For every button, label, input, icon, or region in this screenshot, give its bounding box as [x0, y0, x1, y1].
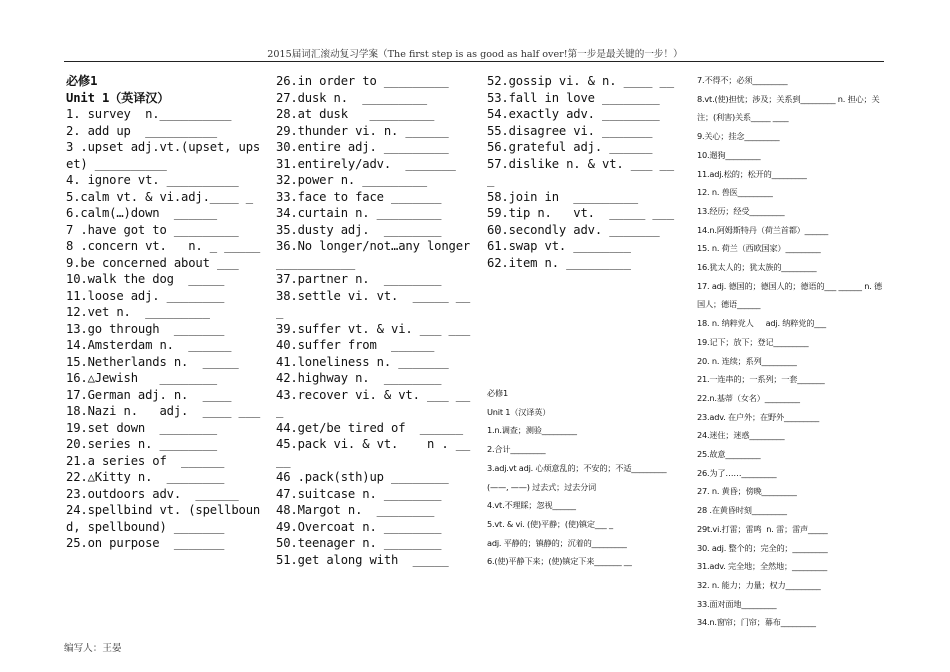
vocab-line: 17. adj. 德国的；德国人的；德语的___ ______ n. 德国人；德语______	[697, 280, 882, 310]
vocab-line: 16.△Jewish ________	[66, 371, 217, 385]
vocab-line: adj. 平静的；镇静的；沉着的_________	[487, 537, 627, 548]
vocab-line: 51.get along with _____	[276, 552, 449, 567]
vocab-line: 42.highway n. ________	[276, 371, 442, 385]
vocab-line: 10.遛狗_________	[697, 149, 761, 160]
vocab-line: 2. add up __________	[66, 123, 217, 138]
vocab-line: Unit 1（汉译英）	[487, 406, 551, 417]
vocab-line: 59.tip n. vt. _____ ___	[487, 206, 674, 220]
vocab-line: 35.dusty adj. ________	[276, 222, 442, 237]
vocab-line: 必修1	[487, 388, 508, 398]
vocab-line: 26.为了……_________	[697, 467, 777, 478]
vocab-line: 29t.vi.打雷；雷鸣 n. 雷；雷声_____	[697, 523, 828, 534]
vocab-line: 60.secondly adv. _______	[487, 222, 660, 237]
vocab-line: 8 .concern vt. n. _ _____	[66, 239, 261, 253]
vocab-line: 58.join in _________	[487, 189, 638, 204]
vocab-line: 57.dislike n. & vt. ___ ___	[487, 156, 674, 187]
vocab-line: 47.suitcase n. ________	[276, 486, 442, 501]
vocab-line: 9.关心；挂念_________	[697, 131, 780, 142]
vocab-line: 33.face to face _______	[276, 189, 442, 204]
vocab-line: 6.(使)平静下来；(使)镇定下来_______ __	[487, 556, 632, 567]
vocab-line: 44.get/be tired of ______	[276, 420, 463, 435]
vocab-line: 7.不得不；必须_________	[697, 75, 788, 85]
vocab-line: 23.outdoors adv. ______	[66, 486, 239, 501]
vocab-line: 4.vt.不理睬；忽视______	[487, 500, 576, 511]
vocab-line: 16.犹太人的；犹太族的_________	[697, 262, 817, 273]
vocab-line: 36.No longer/not…any longer___________	[276, 239, 471, 270]
vocab-line: 32. n. 能力；力量；权力_________	[697, 579, 821, 590]
vocab-line: 34.n.窗帘；门帘；幕布_________	[697, 617, 816, 628]
vocab-line: 必修1	[66, 74, 98, 88]
vocab-line: 32.power n. _________	[276, 173, 427, 187]
vocab-line: 19.set down ________	[66, 420, 217, 435]
vocab-line: 52.gossip vi. & n. ____ __	[487, 74, 674, 88]
vocab-line: 22.△Kitty n. ________	[66, 470, 225, 484]
vocab-line: 33.面对面地_________	[697, 598, 777, 609]
vocab-line: 4. ignore vt. __________	[66, 173, 239, 187]
vocab-line: 9.be concerned about ___	[66, 255, 239, 270]
vocab-line: 5.calm vt. & vi.adj.____ _	[66, 189, 253, 204]
vocab-line: 29.thunder vi. n. ______	[276, 123, 449, 138]
vocab-line: 30.entire adj. _________	[276, 140, 449, 154]
vocab-line: 27.dusk n. _________	[276, 90, 427, 105]
vocab-line: 18. n. 纳粹党人 adj. 纳粹党的___	[697, 318, 826, 329]
vocab-line: 12. n. 兽医_________	[697, 187, 773, 198]
vocab-line: 14.n.阿姆斯特丹（荷兰首都）______	[697, 224, 829, 235]
vocab-line: 11.loose adj. ________	[66, 288, 225, 303]
column-english-3	[487, 73, 677, 271]
vocab-line: 1. survey n.__________	[66, 107, 232, 121]
vocab-line: 27. n. 黄昏；傍晚_________	[697, 486, 797, 497]
vocab-line: 3.adj.vt adj. 心烦意乱的；不安的；不适_________(——, ——) 过去式；过去分词	[487, 462, 667, 492]
vocab-line: 25.故意_________	[697, 449, 761, 460]
vocab-line: 43.recover vi. & vt. ___ ___	[276, 387, 471, 418]
vocab-line: 46 .pack(sth)up ________	[276, 470, 449, 484]
vocab-line: 8.vt.(使)担忧；涉及；关系到_________ n. 担心；关注；(利害)关系_____ ____	[697, 93, 880, 123]
vocab-line: 53.fall in love ________	[487, 90, 660, 105]
vocab-line: 38.settle vi. vt. _____ ___	[276, 288, 471, 319]
vocab-line: 56.grateful adj. ______	[487, 140, 653, 154]
vocab-line: 21.一连串的；一系列；一套_______	[697, 374, 825, 385]
column-english-1	[66, 73, 264, 552]
vocab-line: 28.at dusk _________	[276, 107, 435, 121]
vocab-line: 5.vt. & vi. (使)平静；(使)镇定___ _	[487, 518, 613, 529]
vocab-line: 15.Netherlands n. _____	[66, 354, 239, 369]
vocab-line: 31.entirely/adv. _______	[276, 156, 456, 171]
vocab-line: 12.vet n. _________	[66, 305, 210, 319]
vocab-line: 18.Nazi n. adj. ____ ___	[66, 404, 261, 418]
page-footer: 编写人：王晏	[64, 643, 122, 654]
vocab-line: 24.spellbind vt. (spellbound, spellbound) _______	[66, 503, 261, 534]
vocab-line: 14.Amsterdam n. ______	[66, 338, 232, 352]
vocab-line: 34.curtain n. _________	[276, 206, 442, 220]
vocab-line: 15. n. 荷兰（西欧国家）_________	[697, 243, 821, 254]
vocab-line: 41.loneliness n. _______	[276, 354, 449, 369]
vocab-line: 26.in order to _________	[276, 74, 449, 88]
vocab-line: 48.Margot n. ________	[276, 503, 435, 517]
vocab-line: 2.合计_________	[487, 444, 546, 455]
vocab-line: 31.adv. 完全地；全然地；_________	[697, 561, 827, 572]
vocab-line: 19.记下；放下；登记_________	[697, 336, 809, 347]
vocab-line: 20.series n. ________	[66, 437, 217, 451]
vocab-line: 13.go through _______	[66, 321, 225, 336]
vocab-line: 50.teenager n. ________	[276, 536, 442, 550]
vocab-line: 6.calm(…)down ______	[66, 206, 217, 220]
page-header: 2015届词汇滚动复习学案（The first step is as good as half over!第一步是最关键的一步！）	[267, 49, 683, 60]
column-chinese-1	[487, 384, 677, 571]
vocab-line: 45.pack vi. & vt. n . ____	[276, 437, 471, 468]
vocab-line: 10.walk the dog _____	[66, 272, 225, 286]
vocab-line: 20. n. 连续；系列_________	[697, 355, 797, 366]
vocab-line: 3 .upset adj.vt.(upset, upset) __________	[66, 140, 261, 171]
column-english-2	[276, 73, 472, 568]
vocab-line: 22.n.基蒂（女名）_________	[697, 392, 800, 403]
vocab-line: 61.swap vt. ________	[487, 239, 631, 253]
vocab-line: 11.adj.松的；松开的_________	[697, 168, 807, 179]
vocab-line: 30. adj. 整个的；完全的；_________	[697, 542, 828, 553]
vocab-line: 40.suffer from ______	[276, 338, 435, 352]
vocab-line: 54.exactly adv. ________	[487, 107, 660, 121]
vocab-line: 25.on purpose _______	[66, 536, 225, 550]
vocab-line: 49.Overcoat n. ________	[276, 519, 442, 534]
vocab-line: 37.partner n. ________	[276, 272, 442, 286]
vocab-line: Unit 1（英译汉）	[66, 90, 170, 105]
vocab-line: 62.item n. _________	[487, 255, 631, 270]
vocab-line: 17.German adj. n. ____	[66, 387, 232, 402]
vocab-line: 23.adv. 在户外；在野外_________	[697, 411, 820, 422]
vocab-line: 7 .have got to _________	[66, 222, 239, 237]
vocab-line: 13.经历；经受_________	[697, 205, 785, 216]
vocab-line: 1.n.调查；测验_________	[487, 425, 577, 436]
header-rule	[64, 61, 884, 62]
vocab-line: 28 .在黄昏时刻_________	[697, 505, 787, 516]
vocab-line: 24.迷住；迷惑_________	[697, 430, 785, 441]
vocab-line: 55.disagree vi. _______	[487, 123, 653, 138]
vocab-line: 21.a series of ______	[66, 453, 225, 468]
column-chinese-2	[697, 73, 887, 632]
vocab-line: 39.suffer vt. & vi. ___ ___	[276, 321, 471, 336]
